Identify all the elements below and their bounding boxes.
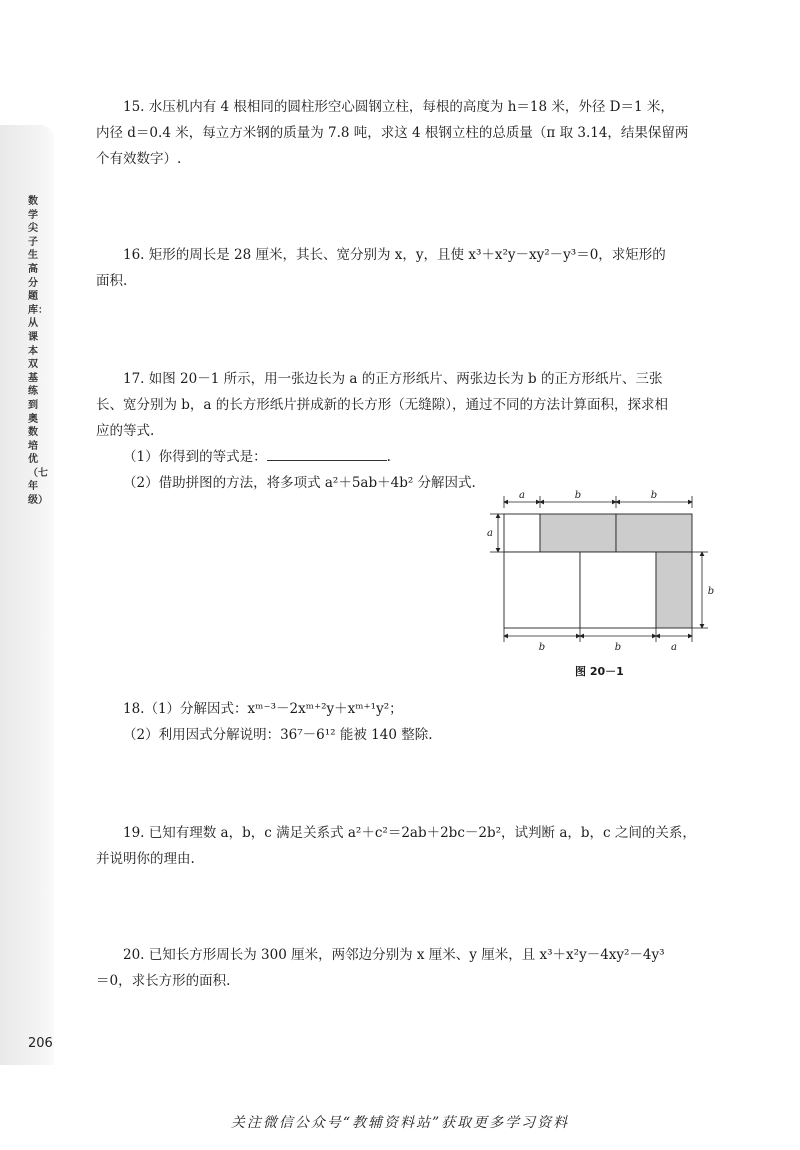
- q17-line3: 应的等式.: [96, 423, 155, 439]
- square-a: [504, 514, 540, 552]
- q17-part1-prefix: （1）你得到的等式是：: [123, 449, 267, 465]
- bottom-label-2: b: [614, 642, 622, 653]
- rect-ab-1: [540, 514, 616, 552]
- bottom-label-3: a: [671, 642, 677, 653]
- top-label-2: b: [574, 490, 582, 501]
- square-b-1: [504, 552, 580, 628]
- top-label-3: b: [650, 490, 658, 501]
- page-number: 206: [28, 1036, 53, 1051]
- question-15: [96, 94, 712, 172]
- bottom-label-1: b: [538, 642, 546, 653]
- book-title-vertical: 数学尖子生高分题库：从课本双基练到奥数培优（七年级）: [28, 196, 48, 507]
- q17-line2: 长、宽分别为 b，a 的长方形纸片拼成新的长方形（无缝隙），通过不同的方法计算面积，探求相: [96, 397, 669, 413]
- q15-line3: 个有效数字）.: [96, 151, 182, 167]
- side-tab: [0, 125, 54, 1065]
- q18-part1: 18.（1）分解因式：xᵐ⁻³－2xᵐ⁺²y＋xᵐ⁺¹y²；: [123, 701, 403, 717]
- top-label-1: a: [519, 490, 525, 501]
- q16-line2: 面积.: [96, 273, 128, 289]
- q17-part1-suffix: .: [386, 449, 391, 465]
- q19-line1: 19. 已知有理数 a，b，c 满足关系式 a²＋c²＝2ab＋2bc－2b²，试判断 a，b，c 之间的关系，: [123, 825, 696, 841]
- q16-line1: 16. 矩形的周长是 28 厘米，其长、宽分别为 x，y，且使 x³＋x²y－xy²－y³＝0，求矩形的: [123, 247, 666, 263]
- square-b-2: [580, 552, 656, 628]
- q17-part1: [96, 444, 712, 470]
- question-20: [96, 942, 712, 994]
- q20-line2: ＝0，求长方形的面积.: [96, 973, 231, 989]
- answer-blank[interactable]: [267, 446, 387, 461]
- q15-line2: 内径 d＝0.4 米，每立方米钢的质量为 7.8 吨，求这 4 根钢立柱的总质量（π 取 3.14，结果保留两: [96, 125, 689, 141]
- figure-caption: 图 20－1: [575, 665, 624, 678]
- question-17: [96, 366, 712, 496]
- q17-part2: （2）借助拼图的方法，将多项式 a²＋5ab＋4b² 分解因式.: [123, 475, 476, 491]
- rect-ab-3: [656, 552, 692, 628]
- q20-line1: 20. 已知长方形周长为 300 厘米，两邻边分别为 x 厘米、y 厘米，且 x³＋x²y－4xy²－4y³: [123, 947, 665, 963]
- q19-line2: 并说明你的理由.: [96, 851, 195, 867]
- q17-line1: 17. 如图 20－1 所示，用一张边长为 a 的正方形纸片、两张边长为 b 的正方形纸片、三张: [123, 371, 663, 387]
- question-16: [96, 242, 712, 294]
- footer-watermark: 关注微信公众号“教辅资料站”获取更多学习资料: [230, 1115, 570, 1131]
- question-18: [96, 696, 712, 748]
- figure-20-1: [480, 488, 720, 688]
- pieces: [504, 514, 692, 628]
- q15-line1: 15. 水压机内有 4 根相同的圆柱形空心圆钢立柱，每根的高度为 h＝18 米，外径 D＝1 米，: [123, 99, 674, 115]
- right-label: b: [707, 586, 715, 597]
- left-label: a: [487, 528, 493, 539]
- rect-ab-2: [616, 514, 692, 552]
- figure-svg: [480, 488, 720, 688]
- q18-part2: （2）利用因式分解说明：36⁷－6¹² 能被 140 整除.: [123, 727, 433, 743]
- question-19: [96, 820, 712, 872]
